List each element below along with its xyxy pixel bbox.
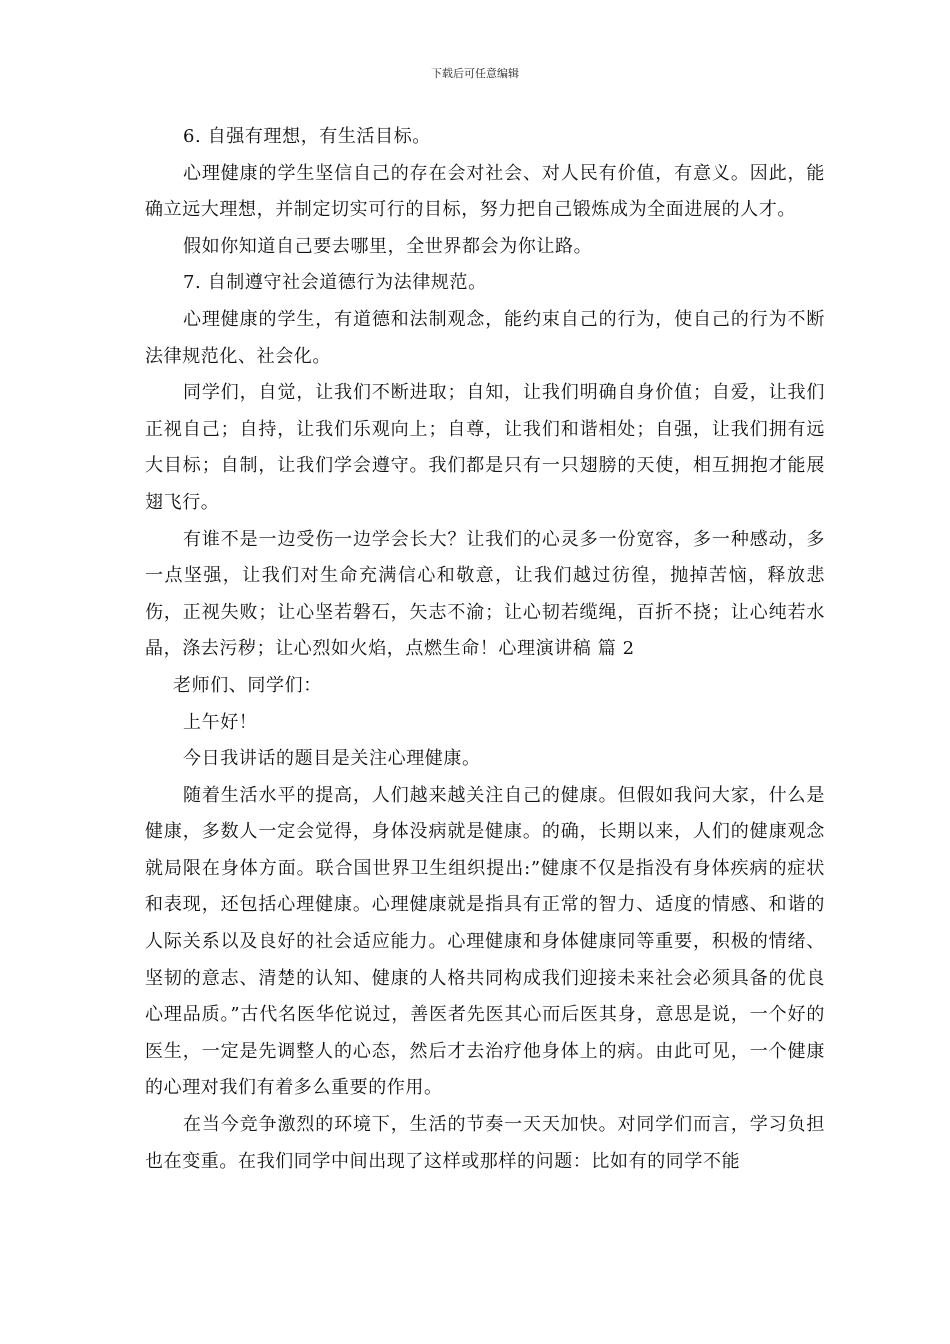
greeting: 上午好！ [183,711,258,733]
paragraph-item: 今日我讲话的题目是关注心理健康。 [183,748,481,770]
paragraph-item: 7. 自制遵守社会道德行为法律规范。 [183,272,487,294]
paragraph-item: 在当今竞争激烈的环境下，生活的节奏一天天加快。对同学们而言，学习负担也在变重。在我们同学中间出现了这样或那样的问题：比如有的同学不能 [145,1114,825,1172]
paragraph-item: 有谁不是一边受伤一边学会长大？让我们的心灵多一份宽容，多一种感动，多一点坚强，让我们对生命充满信心和敬意，让我们越过彷徨，抛掉苦恼，释放悲伤，正视失败；让心坚若磐石，矢志不渝；让心韧若缆绳，百折不挠；让心纯若水晶，涤去污秽；让心烈如火焰，点燃生命！心理演讲稿 篇 2 [145,528,825,660]
salutation: 老师们、同学们： [173,674,322,696]
paragraph-item: 同学们，自觉，让我们不断进取；自知，让我们明确自身价值；自爱，让我们正视自己；自持，让我们乐观向上；自尊，让我们和谐相处；自强，让我们拥有远大目标；自制，让我们学会遵守。我们都是只有一只翅膀的天使，相互拥抱才能展翅飞行。 [145,382,825,513]
page-header: 下载后可任意编辑 [431,67,519,80]
paragraph-item: 随着生活水平的提高，人们越来越关注自己的健康。但假如我问大家，什么是健康，多数人一定会觉得，身体没病就是健康。的确，长期以来，人们的健康观念就局限在身体方面。联合国世界卫生组织提出:”健康不仅是指没有身体疾病的症状和表现，还包括心理健康。心理健康就是指具有正常的智力、适度的情感、和谐的人际关系以及良好的社会适应能力。心理健康和身体健康同等重要，积极的情绪、坚韧的意志、清楚的认知、健康的人格共同构成我们迎接未来社会必须具备的优良心理品质。”古代名医华佗说过，善医者先医其心而后医其身，意思是说，一个好的医生，一定是先调整人的心态，然后才去治疗他身体上的病。由此可见，一个健康的心理对我们有着多么重要的作用。 [145,784,825,1099]
paragraph-item: 6. 自强有理想，有生活目标。 [183,126,431,147]
paragraph-item: 假如你知道自己要去哪里，全世界都会为你让路。 [183,235,593,257]
paragraph-item: 心理健康的学生，有道德和法制观念，能约束自己的行为，使自己的行为不断法律规范化、社会化。 [145,308,825,367]
document-body [145,119,825,1180]
paragraph-item: 心理健康的学生坚信自己的存在会对社会、对人民有价值，有意义。因此，能确立远大理想，并制定切实可行的目标，努力把自己锻炼成为全面进展的人才。 [145,162,825,221]
